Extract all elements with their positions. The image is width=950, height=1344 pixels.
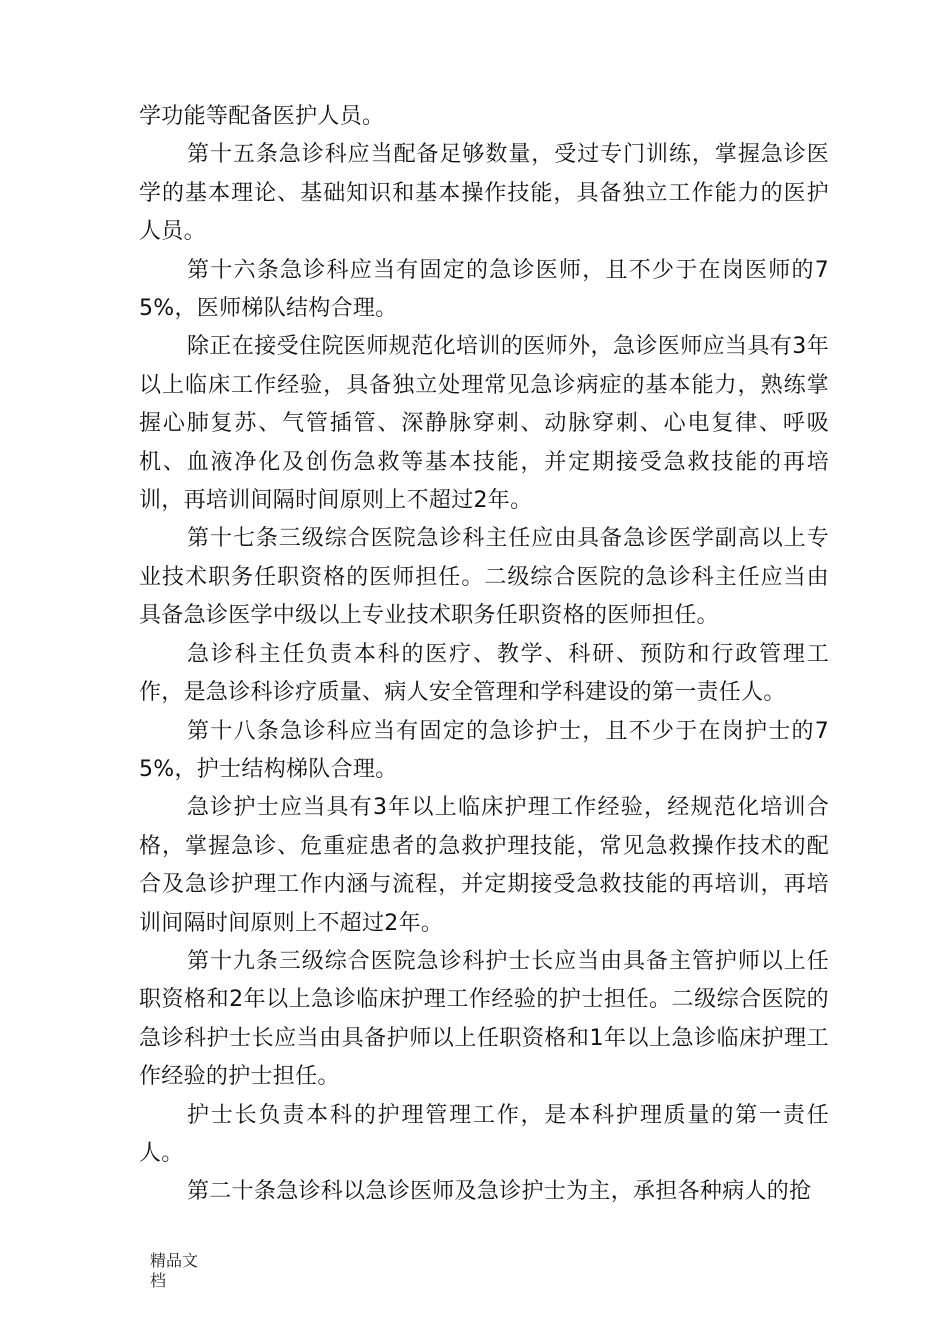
paragraph-nurse-requirements: 急诊护士应当具有3年以上临床护理工作经验，经规范化培训合格，掌握急诊、危重症患者的急救护理技能，常见急救操作技术的配合及急诊护理工作内涵与流程，并定期接受急救技能的再培训，再培训间隔时间原则上不超过2年。 xyxy=(139,795,829,936)
paragraph-director-duties: 急诊科主任负责本科的医疗、教学、科研、预防和行政管理工作，是急诊科诊疗质量、病人安全管理和学科建设的第一责任人。 xyxy=(139,641,829,706)
paragraph-head-nurse-duties: 护士长负责本科的护理管理工作，是本科护理质量的第一责任人。 xyxy=(139,1102,829,1166)
paragraph-article-17: 第十七条三级综合医院急诊科主任应由具备急诊医学副高以上专业技术职务任职资格的医师担任。二级综合医院的急诊科主任应当由具备急诊医学中级以上专业技术职务任职资格的医师担任。 xyxy=(139,526,829,629)
paragraph-continuation: 学功能等配备医护人员。 xyxy=(139,104,385,129)
footer-watermark xyxy=(150,1251,210,1291)
paragraph-article-15: 第十五条急诊科应当配备足够数量，受过专门训练，掌握急诊医学的基本理论、基础知识和基本操作技能，具备独立工作能力的医护人员。 xyxy=(139,142,829,245)
paragraph-physician-requirements: 除正在接受住院医师规范化培训的医师外，急诊医师应当具有3年以上临床工作经验，具备独立处理常见急诊病症的基本能力，熟练掌握心肺复苏、气管插管、深静脉穿刺、动脉穿刺、心电复律、呼吸机、血液净化及创伤急救等基本技能，并定期接受急救技能的再培训，再培训间隔时间原则上不超过2年。 xyxy=(139,334,829,514)
paragraph-article-19: 第十九条三级综合医院急诊科护士长应当由具备主管护师以上任职资格和2年以上急诊临床护理工作经验的护士担任。二级综合医院的急诊科护士长应当由具备护师以上任职资格和1年以上急诊临床护理工作经验的护士担任。 xyxy=(139,948,829,1090)
paragraph-article-16: 第十六条急诊科应当有固定的急诊医师，且不少于在岗医师的75%，医师梯队结构合理。 xyxy=(139,257,829,322)
watermark-line-2: 档 xyxy=(150,1271,167,1290)
watermark-line-1: 精品文 xyxy=(150,1251,199,1270)
paragraph-article-18: 第十八条急诊科应当有固定的急诊护士，且不少于在岗护士的75%，护士结构梯队合理。 xyxy=(139,718,829,782)
paragraph-article-20: 第二十条急诊科以急诊医师及急诊护士为主，承担各种病人的抢 xyxy=(187,1179,812,1205)
document-body xyxy=(139,98,829,1212)
